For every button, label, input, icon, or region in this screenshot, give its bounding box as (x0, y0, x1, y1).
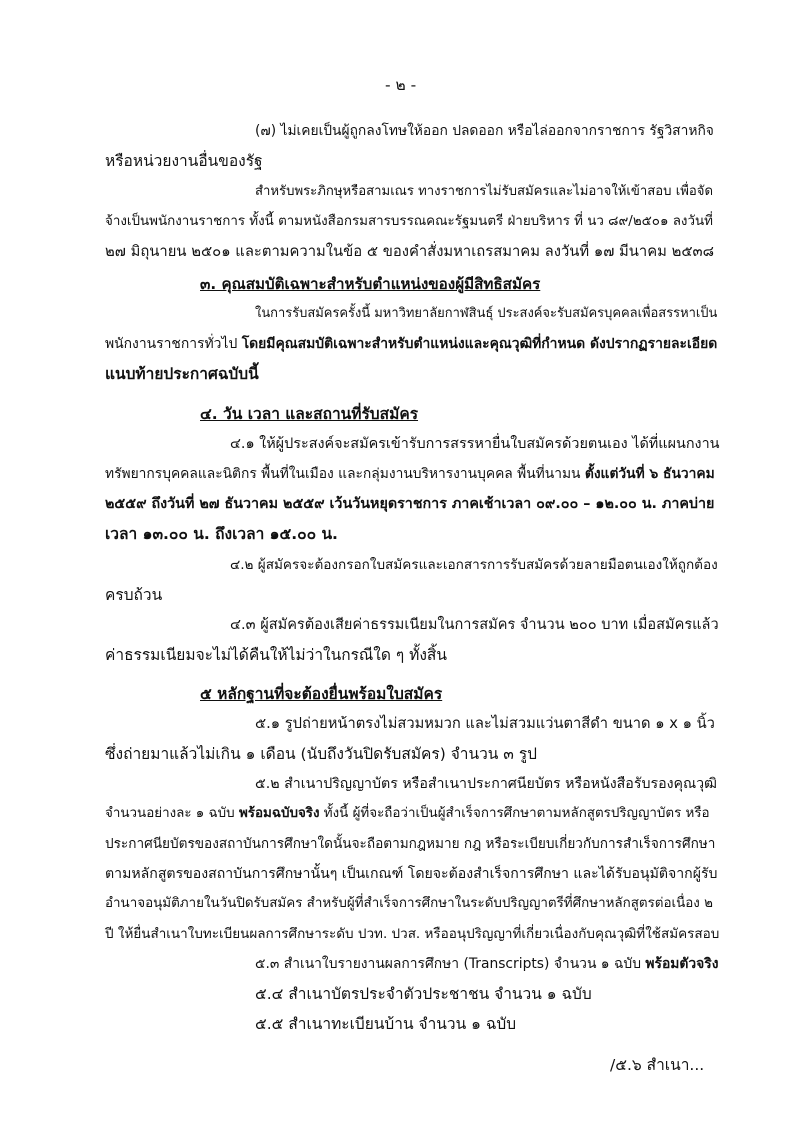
text-line: (๗) ไม่เคยเป็นผู้ถูกลงโทษให้ออก ปลดออก หรือไล่ออกจากราชการ รัฐวิสาหกิจ (255, 123, 714, 139)
text-line: ประกาศนียบัตรของสถาบันการศึกษาใดนั้นจะถือตามกฎหมาย กฎ หรือระเบียบเกี่ยวกับการสำเร็จการศึกษา (105, 836, 716, 852)
text-line: ๔.๑ ให้ผู้ประสงค์จะสมัครเข้ารับการสรรหายื่นใบสมัครด้วยตนเอง ได้ที่แผนกงาน (230, 436, 720, 452)
text-line: ๔.๒ ผู้สมัครจะต้องกรอกใบสมัครและเอกสารการรับสมัครด้วยลายมือตนเองให้ถูกต้อง (230, 557, 718, 573)
text-line: ซึ่งถ่ายมาแล้วไม่เกิน ๑ เดือน (นับถึงวันปิดรับสมัคร) จำนวน ๓ รูป (105, 745, 537, 763)
text-segment: ทรัพยากรบุคคลและนิติกร พื้นที่ในเมือง และกลุ่มงานบริหารงานบุคคล พื้นที่นามน (105, 466, 585, 482)
text-line: จ้างเป็นพนักงานราชการ ทั้งนี้ ตามหนังสือกรมสารบรรณคณะรัฐมนตรี ฝ่ายบริหาร ที่ นว ๘๙/๒๕๐๑ ลงวันที่ (105, 214, 713, 229)
bold-segment: พร้อมฉบับจริง (238, 806, 320, 821)
text-line: แนบท้ายประกาศฉบับนี้ (105, 365, 259, 383)
text-line: ๕.๑ รูปถ่ายหน้าตรงไม่สวมหมวก และไม่สวมแว่นตาสีดำ ขนาด ๑ x ๑ นิ้ว (255, 715, 715, 732)
text-line (105, 803, 710, 825)
text-line (105, 463, 715, 485)
continuation-marker: /๕.๖ สำเนา... (610, 1056, 705, 1074)
text-line: เวลา ๑๓.๐๐ น. ถึงเวลา ๑๕.๐๐ น. (105, 525, 338, 543)
text-segment: ทั้งนี้ ผู้ที่จะถือว่าเป็นผู้สำเร็จการศึกษาตามหลักสูตรปริญญาบัตร หรือ (319, 806, 710, 821)
text-line: สำหรับพระภิกษุหรือสามเณร ทางราชการไม่รับสมัครและไม่อาจให้เข้าสอบ เพื่อจัด (255, 184, 713, 199)
text-line (255, 953, 718, 975)
text-line: ๒๗ มิถุนายน ๒๕๐๑ และตามความในข้อ ๕ ของคำสั่งมหาเถรสมาคม ลงวันที่ ๑๗ มีนาคม ๒๕๓๘ (105, 243, 715, 260)
text-segment: ๕.๓ สำเนาใบรายงานผลการศึกษา (Transcripts) จำนวน ๑ ฉบับ (255, 956, 646, 972)
text-line: ๕.๒ สำเนาปริญญาบัตร หรือสำเนาประกาศนียบัตร หรือหนังสือรับรองคุณวุฒิ (255, 776, 717, 792)
section-heading-4: ๔. วัน เวลา และสถานที่รับสมัคร (200, 405, 419, 423)
text-line: หรือหน่วยงานอื่นของรัฐ (105, 152, 263, 170)
text-line: ๒๕๕๙ ถึงวันที่ ๒๗ ธันวาคม ๒๕๕๙ เว้นวันหยุดราชการ ภาคเช้าเวลา ๐๙.๐๐ – ๑๒.๐๐ น. ภาคบ่าย (105, 496, 715, 512)
text-line: ในการรับสมัครครั้งนี้ มหาวิทยาลัยกาฬสินธุ์ ประสงค์จะรับสมัครบุคคลเพื่อสรรหาเป็น (255, 306, 718, 321)
bold-segment: ตั้งแต่วันที่ ๖ ธันวาคม (584, 466, 715, 482)
text-line: ปี ให้ยื่นสำเนาใบทะเบียนผลการศึกษาระดับ ปวท. ปวส. หรืออนุปริญญาที่เกี่ยวเนื่องกับคุณวุฒิที่ใช้สมัครสอบ (105, 926, 720, 942)
section-heading-3: ๓. คุณสมบัติเฉพาะสำหรับตำแหน่งของผู้มีสิทธิสมัคร (200, 275, 541, 293)
text-line (105, 333, 717, 355)
text-line: ค่าธรรมเนียมจะไม่ได้คืนให้ไม่ว่าในกรณีใด ๆ ทั้งสิ้น (105, 646, 447, 664)
bold-segment: พร้อมตัวจริง (645, 956, 719, 972)
text-segment: จำนวนอย่างละ ๑ ฉบับ (105, 806, 239, 821)
text-line: ๔.๓ ผู้สมัครต้องเสียค่าธรรมเนียมในการสมัคร จำนวน ๒๐๐ บาท เมื่อสมัครแล้ว (230, 616, 719, 633)
page-number: - ๒ - (385, 76, 417, 94)
text-line: ๕.๕ สำเนาทะเบียนบ้าน จำนวน ๑ ฉบับ (255, 1015, 517, 1033)
section-heading-5: ๕ หลักฐานที่จะต้องยื่นพร้อมใบสมัคร (200, 685, 443, 703)
text-line: ๕.๔ สำเนาบัตรประจำตัวประชาชน จำนวน ๑ ฉบับ (255, 985, 592, 1003)
text-line: ครบถ้วน (105, 586, 163, 604)
text-line: อำนาจอนุมัติภายในวันปิดรับสมัคร สำหรับผู้ที่สำเร็จการศึกษาในระดับปริญญาตรีที่ศึกษาหลักสูตรต่อเนื่อง ๒ (105, 896, 713, 911)
text-line: ตามหลักสูตรของสถาบันการศึกษานั้นๆ เป็นเกณฑ์ โดยจะต้องสำเร็จการศึกษา และได้รับอนุมัติจากผู้รับ (105, 866, 718, 882)
bold-segment: โดยมีคุณสมบัติเฉพาะสำหรับตำแหน่งและคุณวุฒิที่กำหนด ดังปรากฏรายละเอียด (241, 336, 718, 352)
text-segment: พนักงานราชการทั่วไป (105, 336, 242, 352)
